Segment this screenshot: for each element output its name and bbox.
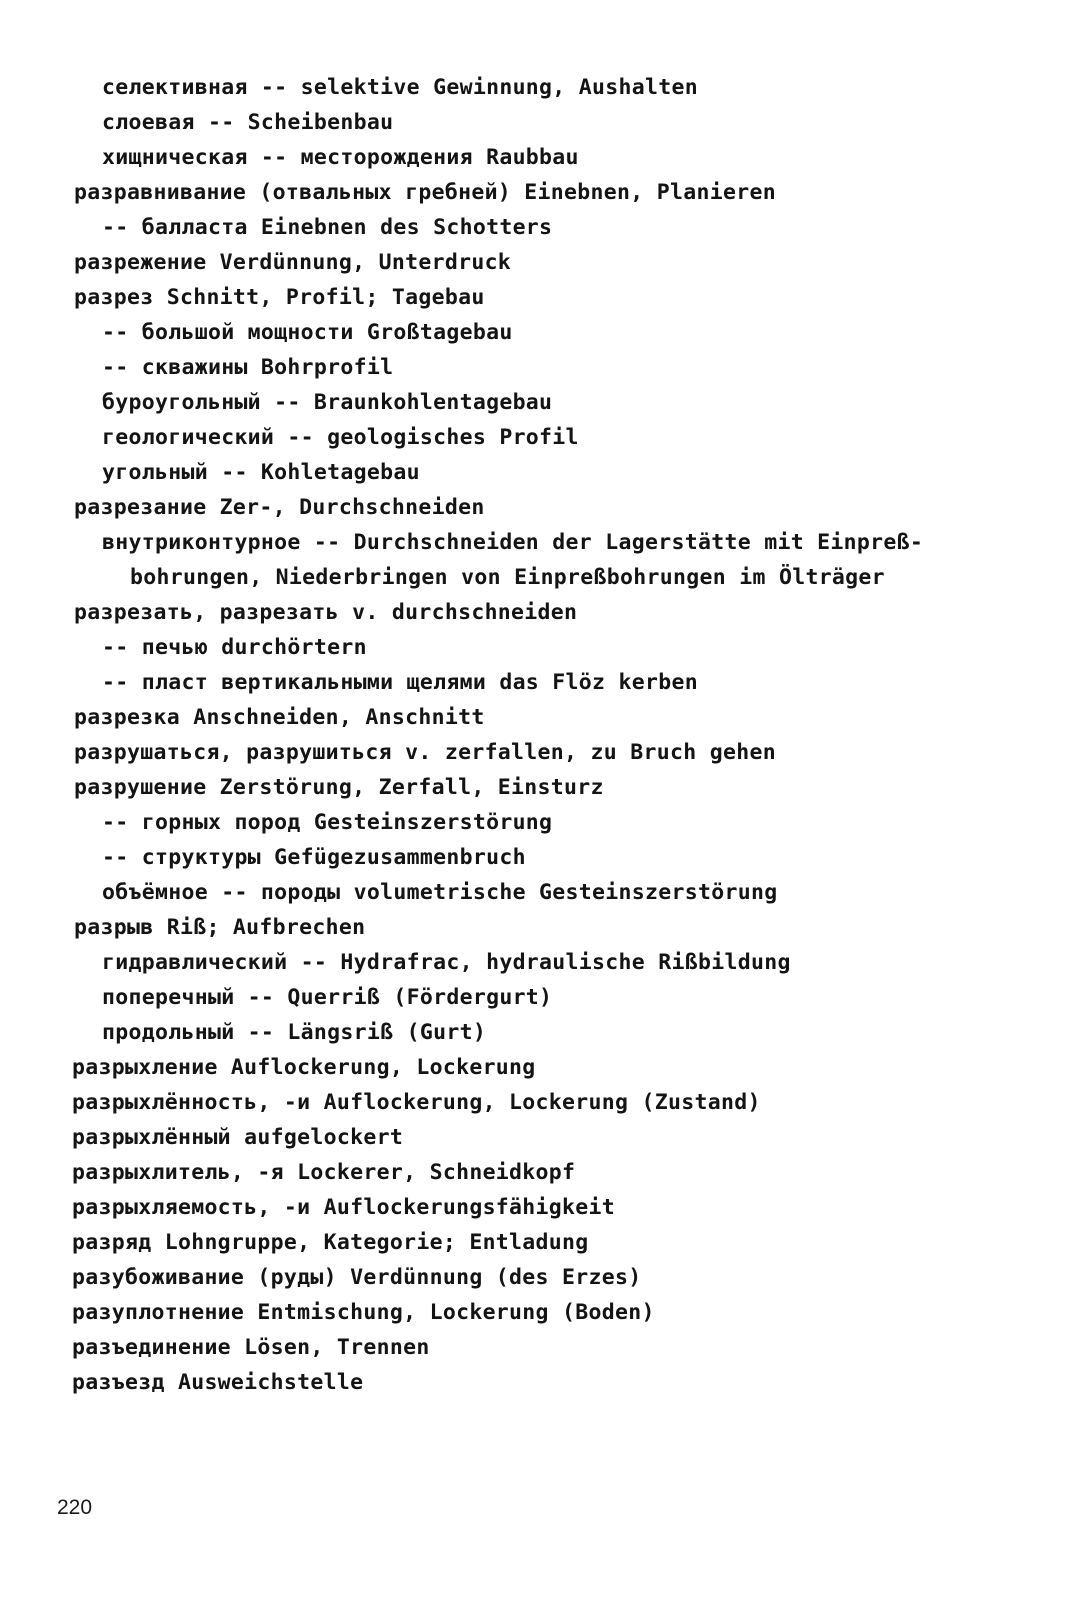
headword-line: разрыхлённость, -и Auflockerung, Lockerung (Zustand) <box>72 1090 761 1115</box>
headword-line: разрыхлённый aufgelockert <box>72 1125 404 1150</box>
subentry-line: селективная -- selektive Gewinnung, Aushalten <box>102 75 698 100</box>
headword-line: разрезать, разрезать v. durchschneiden <box>74 600 578 625</box>
subentry-line: -- пласт вертикальными щелями das Flöz kerben <box>102 670 698 695</box>
subentry-line: -- балласта Einebnen des Schotters <box>102 215 553 240</box>
headword-line: разрез Schnitt, Profil; Tagebau <box>74 285 485 310</box>
subentry-line: -- скважины Bohrprofil <box>102 355 394 380</box>
subentry-line: гидравлический -- Hydrafrac, hydraulische Rißbildung <box>102 950 791 975</box>
subentry-line: -- большой мощности Großtagebau <box>102 320 513 345</box>
subentry-line: внутриконтурное -- Durchschneiden der Lagerstätte mit Einpreß- <box>102 530 924 555</box>
headword-line: разъединение Lösen, Trennen <box>72 1335 430 1360</box>
headword-line: разряд Lohngruppe, Kategorie; Entladung <box>72 1230 589 1255</box>
headword-line: разрушаться, разрушиться v. zerfallen, zu Bruch gehen <box>74 740 776 765</box>
headword-line: разъезд Ausweichstelle <box>72 1370 364 1395</box>
headword-line: разрыхление Auflockerung, Lockerung <box>72 1055 536 1080</box>
continuation-line: bohrungen, Niederbringen von Einpreßbohrungen im Ölträger <box>130 565 885 590</box>
subentry-line: поперечный -- Querriß (Fördergurt) <box>102 985 553 1010</box>
subentry-line: -- горных пород Gesteinszerstörung <box>102 810 553 835</box>
headword-line: разрушение Zerstörung, Zerfall, Einsturz <box>74 775 604 800</box>
page-number: 220 <box>57 1496 93 1519</box>
headword-line: разуплотнение Entmischung, Lockerung (Boden) <box>72 1300 655 1325</box>
subentry-line: -- структуры Gefügezusammenbruch <box>102 845 526 870</box>
subentry-line: -- печью durchörtern <box>102 635 367 660</box>
subentry-line: объёмное -- породы volumetrische Gesteinszerstörung <box>102 880 778 905</box>
headword-line: разрезание Zer-, Durchschneiden <box>74 495 485 520</box>
headword-line: разрыв Riß; Aufbrechen <box>74 915 366 940</box>
subentry-line: угольный -- Kohletagebau <box>102 460 420 485</box>
subentry-line: продольный -- Längsriß (Gurt) <box>102 1020 487 1045</box>
subentry-line: хищническая -- месторождения Raubbau <box>102 145 579 170</box>
headword-line: разрезка Anschneiden, Anschnitt <box>74 705 485 730</box>
headword-line: разубоживание (руды) Verdünnung (des Erzes) <box>72 1265 642 1290</box>
headword-line: разрежение Verdünnung, Unterdruck <box>74 250 512 275</box>
subentry-line: слоевая -- Scheibenbau <box>102 110 394 135</box>
headword-line: разрыхляемость, -и Auflockerungsfähigkeit <box>72 1195 616 1220</box>
headword-line: разрыхлитель, -я Lockerer, Schneidkopf <box>72 1160 576 1185</box>
headword-line: разравнивание (отвальных гребней) Einebnen, Planieren <box>74 180 776 205</box>
subentry-line: буроугольный -- Braunkohlentagebau <box>102 390 553 415</box>
subentry-line: геологический -- geologisches Profil <box>102 425 579 450</box>
